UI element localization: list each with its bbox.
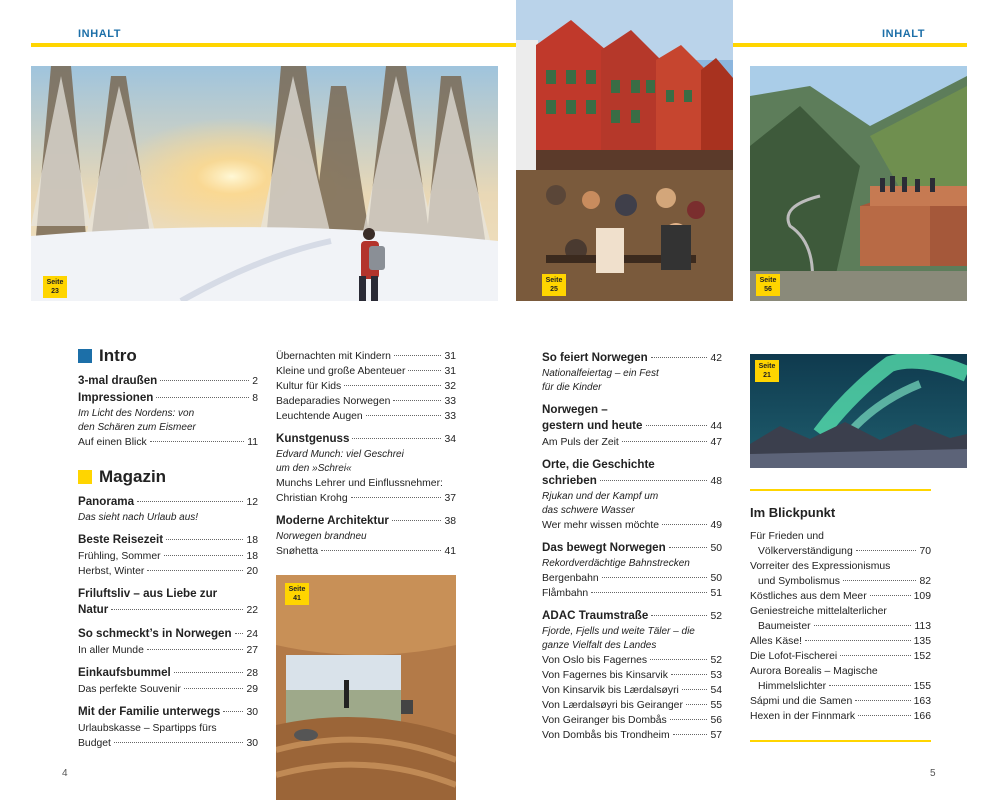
leader-dots <box>147 649 244 650</box>
magazin-entries <box>78 494 258 751</box>
toc-entry <box>78 682 258 697</box>
toc-column-1 <box>78 345 258 751</box>
toc-entry <box>542 586 722 601</box>
leader-dots <box>650 659 707 660</box>
leader-dots <box>235 633 244 634</box>
toc-entry <box>542 668 722 683</box>
leader-dots <box>147 570 243 571</box>
leader-dots <box>156 397 249 398</box>
toc-entry <box>276 349 456 364</box>
leader-dots <box>814 625 912 626</box>
leader-dots <box>651 615 707 616</box>
toc-entry-page: 37 <box>444 493 456 504</box>
toc-entry-page: 33 <box>444 411 456 422</box>
leader-dots <box>829 685 911 686</box>
leader-dots <box>174 672 244 673</box>
toc-entry-label: In aller Munde <box>78 645 144 656</box>
square-icon <box>78 470 92 484</box>
leader-dots <box>150 441 244 442</box>
toc-entry-label: Am Puls der Zeit <box>542 437 619 448</box>
toc-entry-page: 54 <box>710 685 722 696</box>
toc-entry <box>276 394 456 409</box>
leader-dots <box>223 711 243 712</box>
toc-entry-label: Hexen in der Finnmark <box>750 711 856 722</box>
leader-dots <box>870 595 911 596</box>
toc-entry <box>78 602 258 619</box>
toc-entry: Norwegen brandneu <box>276 531 367 542</box>
architecture-photo <box>276 575 456 800</box>
leader-dots <box>600 480 708 481</box>
toc-entry: den Schären zum Eismeer <box>78 422 196 433</box>
leader-dots <box>858 715 911 716</box>
toc-entry-page: 163 <box>913 696 931 707</box>
toc-entry <box>78 665 258 682</box>
toc-entry-page: 113 <box>914 621 931 632</box>
toc-entry-label: Snøhetta <box>276 546 319 557</box>
toc-entry <box>750 574 931 589</box>
toc-entry-page: 11 <box>247 437 258 448</box>
toc-entry-page: 70 <box>919 546 931 557</box>
toc-entry-label: Frühling, Sommer <box>78 551 161 562</box>
toc-entry <box>542 608 722 625</box>
toc-entry-label: Das bewegt Norwegen <box>542 541 666 554</box>
toc-entry-page: 49 <box>710 520 722 531</box>
toc-entry-label: Herbst, Winter <box>78 566 145 577</box>
toc-entry <box>542 571 722 586</box>
toc-entry-label: So schmeckt’s in Norwegen <box>78 627 232 640</box>
toc-gap <box>78 619 258 626</box>
toc-entry-label: Von Dombås bis Trondheim <box>542 730 670 741</box>
leader-dots <box>651 357 708 358</box>
leader-dots <box>673 734 708 735</box>
toc-entry-label: Bergenbahn <box>542 573 599 584</box>
header-label-left: INHALT <box>78 28 122 40</box>
leader-dots <box>408 370 441 371</box>
toc-entry <box>78 736 258 751</box>
aurora-photo <box>750 354 967 468</box>
toc-entry <box>78 494 258 511</box>
toc-entry-page: 51 <box>710 588 722 599</box>
toc-entry-label: Impressionen <box>78 391 154 404</box>
toc-entry: Aurora Borealis – Magische <box>750 666 878 677</box>
toc-entry-label: schrieben <box>542 474 597 487</box>
toc-entry-page: 109 <box>913 591 931 602</box>
leader-dots <box>646 425 708 426</box>
leader-dots <box>670 719 708 720</box>
toc-entry <box>78 643 258 658</box>
toc-entry-page: 155 <box>913 681 931 692</box>
toc-entry: Edvard Munch: viel Geschrei <box>276 449 404 460</box>
leader-dots <box>840 655 910 656</box>
toc-entry-label: Budget <box>78 738 111 749</box>
toc-entry: Im Licht des Nordens: von <box>78 408 195 419</box>
toc-entry <box>78 549 258 564</box>
toc-entry <box>78 390 258 407</box>
toc-entry <box>750 694 931 709</box>
toc-entry-page: 135 <box>913 636 931 647</box>
leader-dots <box>843 580 916 581</box>
toc-entry-page: 32 <box>444 381 456 392</box>
leader-dots <box>321 550 441 551</box>
toc-entry <box>750 619 931 634</box>
toc-entry-label: Von Kinsarvik bis Lærdalsøyri <box>542 685 679 696</box>
toc-entry-page: 22 <box>246 605 258 616</box>
leader-dots <box>602 577 708 578</box>
leader-dots <box>137 501 243 502</box>
toc-entry-label: 3-mal draußen <box>78 374 158 387</box>
toc-entry <box>78 564 258 579</box>
toc-entry-label: Einkaufsbummel <box>78 666 171 679</box>
toc-entry-page: 56 <box>710 715 722 726</box>
toc-entry-page: 20 <box>246 566 258 577</box>
leader-dots <box>393 400 441 401</box>
square-icon <box>78 349 92 363</box>
page-number-left: 4 <box>62 768 68 779</box>
toc-gap <box>276 424 456 431</box>
section-title-intro: Intro <box>78 345 258 367</box>
toc-entry <box>276 364 456 379</box>
page-badge: Seite 25 <box>542 274 566 296</box>
toc-entry-label: Von Fagernes bis Kinsarvik <box>542 670 668 681</box>
toc-entry <box>750 709 931 724</box>
toc-entry-page: 82 <box>919 576 931 587</box>
toc-entry <box>750 589 931 604</box>
leader-dots <box>160 380 249 381</box>
leader-dots <box>114 742 244 743</box>
toc-entry-label: und Symbolismus <box>758 576 841 587</box>
toc-entry-label: Wer mehr wissen möchte <box>542 520 660 531</box>
bryggen-photo <box>516 0 733 301</box>
toc-entry-page: 18 <box>246 551 258 562</box>
blickpunkt-entries <box>750 529 931 724</box>
toc-entry-label: Kunstgenuss <box>276 432 350 445</box>
toc-entry: Nationalfeiertag – ein Fest <box>542 368 659 379</box>
leader-dots <box>682 689 708 690</box>
col2-entries <box>276 349 456 559</box>
toc-entry <box>542 518 722 533</box>
toc-entry <box>542 540 722 557</box>
toc-entry-page: 55 <box>710 700 722 711</box>
toc-entry <box>78 532 258 549</box>
blickpunkt-title: Im Blickpunkt <box>750 505 836 520</box>
toc-entry-page: 18 <box>246 535 258 546</box>
toc-gap <box>78 697 258 704</box>
toc-entry <box>276 491 456 506</box>
toc-entry-label: Baumeister <box>758 621 811 632</box>
toc-entry-page: 12 <box>246 497 258 508</box>
toc-entry-page: 31 <box>444 351 456 362</box>
toc-entry-page: 166 <box>913 711 931 722</box>
toc-entry-label: Alles Käse! <box>750 636 802 647</box>
page-badge: Seite 41 <box>285 583 309 605</box>
toc-entry <box>78 435 258 450</box>
header-rule-right <box>733 43 967 47</box>
toc-gap <box>276 506 456 513</box>
leader-dots <box>671 674 708 675</box>
toc-entry-page: 50 <box>710 573 722 584</box>
toc-entry-page: 52 <box>710 611 722 622</box>
blickpunkt-rule-bottom <box>750 740 931 742</box>
fjord-viewpoint-photo <box>750 66 967 301</box>
toc-entry-page: 29 <box>246 684 258 695</box>
leader-dots <box>352 438 441 439</box>
toc-entry <box>78 626 258 643</box>
toc-entry-label: Kultur für Kids <box>276 381 342 392</box>
toc-entry: ganze Vielfalt des Landes <box>542 640 657 651</box>
leader-dots <box>622 441 708 442</box>
toc-entry: Rekordverdächtige Bahnstrecken <box>542 558 690 569</box>
toc-entry <box>78 373 258 390</box>
toc-entry-page: 41 <box>444 546 456 557</box>
toc-entry-label: Kleine und große Abenteuer <box>276 366 406 377</box>
toc-entry <box>78 704 258 721</box>
page-number-right: 5 <box>930 768 936 779</box>
toc-column-3 <box>542 350 722 743</box>
toc-entry-page: 24 <box>246 629 258 640</box>
toc-entry: das schwere Wasser <box>542 505 635 516</box>
leader-dots <box>394 355 442 356</box>
toc-entry-label: Mit der Familie unterwegs <box>78 705 221 718</box>
toc-gap <box>78 525 258 532</box>
leader-dots <box>164 555 244 556</box>
header-label-right: INHALT <box>882 28 926 40</box>
col3-entries <box>542 350 722 743</box>
toc-entry: um den »Schrei« <box>276 463 352 474</box>
toc-entry <box>542 473 722 490</box>
toc-entry-page: 34 <box>444 434 456 445</box>
toc-entry-page: 33 <box>444 396 456 407</box>
leader-dots <box>111 609 243 610</box>
toc-entry <box>750 649 931 664</box>
toc-entry: Urlaubskasse – Spartipps fürs <box>78 723 217 734</box>
toc-entry <box>276 513 456 530</box>
page-badge: Seite 23 <box>43 276 67 298</box>
toc-entry-label: Köstliches aus dem Meer <box>750 591 867 602</box>
toc-entry: Vorreiter des Expressionismus <box>750 561 891 572</box>
toc-entry-label: Natur <box>78 603 109 616</box>
toc-entry-label: Das perfekte Souvenir <box>78 684 181 695</box>
toc-entry <box>542 350 722 367</box>
toc-entry <box>542 728 722 743</box>
toc-entry-page: 53 <box>710 670 722 681</box>
toc-entry-page: 30 <box>246 738 258 749</box>
toc-entry: Fjorde, Fjells und weite Täler – die <box>542 626 695 637</box>
toc-entry-label: Flåmbahn <box>542 588 589 599</box>
toc-entry-label: Panorama <box>78 495 135 508</box>
toc-entry-label: Übernachten mit Kindern <box>276 351 391 362</box>
toc-entry-label: Sápmi und die Samen <box>750 696 853 707</box>
toc-entry-page: 47 <box>710 437 722 448</box>
toc-entry <box>542 713 722 728</box>
page-badge: Seite 21 <box>755 360 779 382</box>
toc-entry <box>276 379 456 394</box>
toc-entry-label: gestern und heute <box>542 419 643 432</box>
leader-dots <box>166 539 243 540</box>
page-badge: Seite 56 <box>756 274 780 296</box>
leader-dots <box>184 688 244 689</box>
toc-entry <box>542 698 722 713</box>
toc-entry-page: 44 <box>710 421 722 432</box>
toc-entry <box>276 431 456 448</box>
leader-dots <box>344 385 441 386</box>
toc-entry-label: Leuchtende Augen <box>276 411 363 422</box>
toc-entry <box>750 634 931 649</box>
toc-entry-page: 48 <box>710 476 722 487</box>
toc-gap <box>542 395 722 402</box>
toc-entry: Munchs Lehrer und Einflussnehmer: <box>276 478 443 489</box>
toc-entry: für die Kinder <box>542 382 602 393</box>
leader-dots <box>351 497 442 498</box>
leader-dots <box>662 524 707 525</box>
leader-dots <box>855 700 910 701</box>
winter-forest-photo <box>31 66 498 301</box>
leader-dots <box>366 415 442 416</box>
toc-entry-page: 2 <box>252 376 258 387</box>
toc-gap <box>542 450 722 457</box>
toc-entry <box>542 683 722 698</box>
toc-entry-label: ADAC Traumstraße <box>542 609 649 622</box>
toc-entry: Geniestreiche mittelalterlicher <box>750 606 887 617</box>
toc-entry-page: 50 <box>710 543 722 554</box>
toc-entry-label: Himmelslichter <box>758 681 827 692</box>
toc-entry-label: Von Geiranger bis Dombås <box>542 715 667 726</box>
leader-dots <box>591 592 707 593</box>
toc-entry <box>750 544 931 559</box>
toc-entry-label: Von Oslo bis Fagernes <box>542 655 648 666</box>
toc-entry <box>276 409 456 424</box>
toc-entry-page: 8 <box>252 393 258 404</box>
toc-entry-label: Die Lofot-Fischerei <box>750 651 838 662</box>
toc-entry: Norwegen – <box>542 403 608 416</box>
toc-entry-label: Christian Krohg <box>276 493 348 504</box>
toc-entry <box>542 418 722 435</box>
toc-entry-label: Beste Reisezeit <box>78 533 164 546</box>
leader-dots <box>686 704 708 705</box>
toc-entry-page: 30 <box>246 707 258 718</box>
toc-entry: Orte, die Geschichte <box>542 458 655 471</box>
section-title-magazin: Magazin <box>78 466 258 488</box>
leader-dots <box>392 520 441 521</box>
blickpunkt-rule-top <box>750 489 931 491</box>
toc-entry-page: 28 <box>246 668 258 679</box>
blickpunkt-column <box>750 529 931 724</box>
toc-entry <box>750 679 931 694</box>
toc-entry-label: Moderne Architektur <box>276 514 389 527</box>
toc-entry-label: Von Lærdalsøyri bis Geiranger <box>542 700 683 711</box>
toc-gap <box>542 601 722 608</box>
toc-entry-page: 38 <box>444 516 456 527</box>
toc-entry-page: 31 <box>444 366 456 377</box>
leader-dots <box>856 550 917 551</box>
intro-entries <box>78 373 258 450</box>
toc-entry-page: 57 <box>710 730 722 741</box>
header-rule-left <box>31 43 516 47</box>
leader-dots <box>805 640 911 641</box>
toc-entry: Rjukan und der Kampf um <box>542 491 659 502</box>
toc-gap <box>542 533 722 540</box>
toc-entry: Das sieht nach Urlaub aus! <box>78 512 199 523</box>
toc-entry: Für Frieden und <box>750 531 824 542</box>
toc-entry <box>542 653 722 668</box>
toc-entry-label: Auf einen Blick <box>78 437 147 448</box>
toc-entry-page: 152 <box>913 651 931 662</box>
toc-entry <box>276 544 456 559</box>
toc-entry <box>542 435 722 450</box>
toc-gap <box>78 579 258 586</box>
toc-gap <box>78 658 258 665</box>
toc-entry-label: So feiert Norwegen <box>542 351 648 364</box>
toc-column-2 <box>276 349 456 559</box>
toc-entry-page: 42 <box>710 353 722 364</box>
toc-entry-page: 52 <box>710 655 722 666</box>
toc-entry-page: 27 <box>246 645 258 656</box>
toc-entry-label: Badeparadies Norwegen <box>276 396 391 407</box>
leader-dots <box>669 547 708 548</box>
toc-entry-label: Völkerverständigung <box>758 546 853 557</box>
toc-entry: Friluftsliv – aus Liebe zur <box>78 587 218 600</box>
